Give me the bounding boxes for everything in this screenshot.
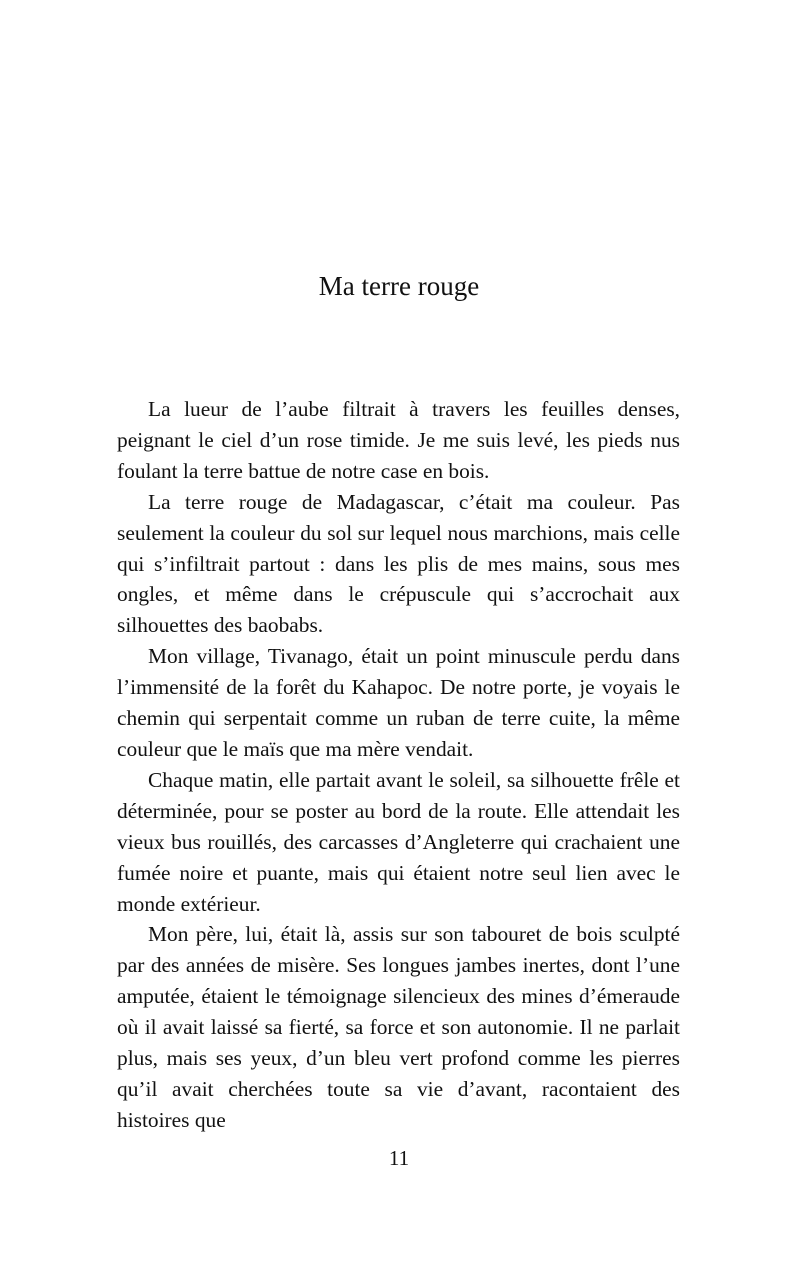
paragraph: Chaque matin, elle partait avant le soleil, sa silhouette frêle et déterminée, pour se poster au bord de la route. Elle attendait les vieux bus rouillés, des carcasses d’Angleterre qui crachaient une fumée noire et puante, mais qui étaient notre seul lien avec le monde extérieur. (117, 767, 680, 916)
chapter-title: Ma terre rouge (318, 271, 480, 301)
page-number: 11 (388, 1146, 410, 1170)
paragraph: Mon père, lui, était là, assis sur son tabouret de bois sculpté par des années de misère. Ses longues jambes inertes, dont l’une amputée, étaient le témoignage silencieux des mines d’émeraude où il avait laissé sa fierté, sa force et son autonomie. Il ne parlait plus, mais ses yeux, d’un bleu vert profond comme les pierres qu’il avait cherchées toute sa vie d’avant, racontaient des histoires que (117, 922, 680, 1132)
chapter-body (117, 394, 680, 1136)
paragraph: La lueur de l’aube filtrait à travers les feuilles denses, peignant le ciel d’un rose timide. Je me suis levé, les pieds nus foulant la terre battue de notre case en bois. (117, 397, 680, 483)
paragraph: La terre rouge de Madagascar, c’était ma couleur. Pas seulement la couleur du sol sur lequel nous marchions, mais celle qui s’infiltrait partout : dans les plis de mes mains, sous mes ongles, et même dans le crépuscule qui s’accrochait aux silhouettes des baobabs. (117, 489, 680, 638)
paragraph: Mon village, Tivanago, était un point minuscule perdu dans l’immensité de la forêt du Kahapoc. De notre porte, je voyais le chemin qui serpentait comme un ruban de terre cuite, la même couleur que le maïs que ma mère vendait. (117, 644, 680, 761)
